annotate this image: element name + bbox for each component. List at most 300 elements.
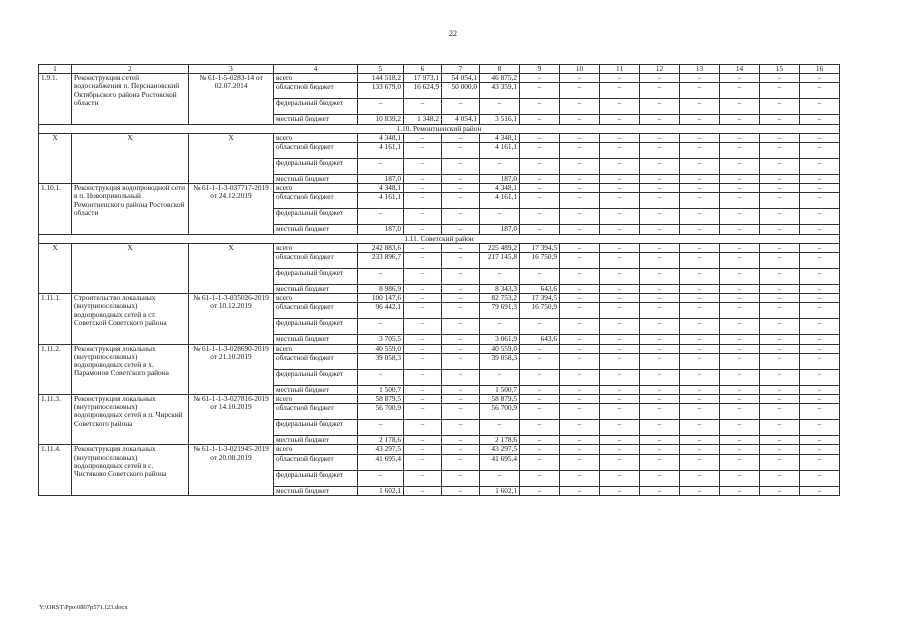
value-cell: – [520,436,560,445]
item-document: № 61-1-1-3-035026-2019 от 10.12.2019 [189,294,274,344]
value-cell: – [600,143,640,159]
value-cell: 4 348,1 [358,184,404,193]
value-cell: – [560,319,600,335]
item-code: 1.10.1. [39,184,72,234]
section-header-row [39,124,840,133]
value-cell: – [404,133,442,142]
value-cell: – [404,369,442,385]
value-cell: – [600,175,640,184]
item-name: Реконструкция локальных (внутрипоселковых) водопроводных сетей в х. Парамонов Советского района [72,344,189,394]
value-cell: – [560,344,600,353]
column-number: 8 [480,65,520,74]
value-cell: – [800,319,840,335]
value-cell: – [680,445,720,454]
value-cell: – [404,175,442,184]
value-cell: – [442,175,480,184]
column-number: 12 [640,65,680,74]
value-cell: – [600,454,640,470]
value-cell: – [760,209,800,225]
value-cell: – [442,133,480,142]
value-cell: – [800,143,840,159]
value-cell: – [760,225,800,234]
value-cell: – [600,115,640,124]
column-number: 13 [680,65,720,74]
value-cell: – [720,225,760,234]
value-cell: – [520,159,560,175]
value-cell: – [560,243,600,252]
value-cell: – [760,353,800,369]
value-cell: – [800,74,840,83]
value-cell: – [640,193,680,209]
value-cell: – [560,445,600,454]
value-cell: – [640,74,680,83]
value-cell: – [800,353,840,369]
value-cell: – [520,99,560,115]
value-cell: – [560,385,600,394]
value-cell: – [640,454,680,470]
value-cell: – [680,470,720,486]
value-cell: – [800,303,840,319]
value-cell: – [800,344,840,353]
value-cell: – [720,335,760,344]
value-cell: – [560,253,600,269]
value-cell: – [680,243,720,252]
value-cell: 2 178,6 [358,436,404,445]
value-cell: – [720,470,760,486]
value-cell: – [720,253,760,269]
value-cell: – [800,159,840,175]
value-cell: 8 986,9 [358,285,404,294]
value-cell: – [760,385,800,394]
value-cell: – [720,159,760,175]
value-cell: – [680,184,720,193]
value-cell: 133 679,0 [358,83,404,99]
value-cell: – [720,369,760,385]
value-cell: – [442,225,480,234]
value-cell: – [560,285,600,294]
item-code: Х [39,133,72,183]
value-cell: – [680,319,720,335]
value-cell: – [480,420,520,436]
value-cell: – [680,209,720,225]
value-cell: 217 145,8 [480,253,520,269]
funding-source-label: областной бюджет [274,143,358,159]
value-cell: – [442,243,480,252]
value-cell: – [560,143,600,159]
value-cell: – [680,99,720,115]
funding-source-label: федеральный бюджет [274,99,358,115]
funding-source-label: федеральный бюджет [274,319,358,335]
value-cell: – [800,395,840,404]
value-cell: 225 489,2 [480,243,520,252]
value-cell: – [800,420,840,436]
item-code: 1.11.4. [39,445,72,495]
column-number: 15 [760,65,800,74]
item-name: Строительство локальных (внутрипоселковых) водопроводных сетей в ст. Советской Советского района [72,294,189,344]
value-cell: – [560,209,600,225]
value-cell: – [600,486,640,495]
value-cell: – [520,385,560,394]
value-cell: 3 061,9 [480,335,520,344]
value-cell: – [358,159,404,175]
value-cell: – [520,209,560,225]
value-cell: – [600,243,640,252]
item-document: № 61-1-5-0283-14 от 02.07.2014 [189,74,274,124]
table-body [39,65,840,496]
value-cell: – [560,470,600,486]
funding-source-label: всего [274,74,358,83]
value-cell: – [442,486,480,495]
column-number: 7 [442,65,480,74]
value-cell: 187,0 [358,175,404,184]
value-cell: – [720,184,760,193]
value-cell: 16 750,9 [520,303,560,319]
funding-source-label: областной бюджет [274,193,358,209]
value-cell: 187,0 [480,175,520,184]
value-cell: 41 695,4 [358,454,404,470]
value-cell: – [560,83,600,99]
funding-source-label: местный бюджет [274,436,358,445]
table-row [39,243,840,252]
value-cell: – [404,335,442,344]
value-cell: – [760,269,800,285]
value-cell: – [600,159,640,175]
value-cell: – [600,303,640,319]
value-cell: 16 750,9 [520,253,560,269]
value-cell: – [560,225,600,234]
value-cell: – [358,209,404,225]
item-name: Реконструкция локальных (внутрипоселковых) водопроводных сетей в с. Чистяково Советского района [72,445,189,495]
value-cell: 144 518,2 [358,74,404,83]
value-cell: – [560,159,600,175]
value-cell: – [640,209,680,225]
value-cell: 82 753,2 [480,294,520,303]
funding-source-label: всего [274,133,358,142]
value-cell: 4 161,1 [480,143,520,159]
value-cell: – [560,395,600,404]
item-document: № 61-1-1-3-028690-2019 от 21.10.2019 [189,344,274,394]
value-cell: – [442,319,480,335]
value-cell: – [600,83,640,99]
value-cell: – [404,445,442,454]
value-cell: – [404,486,442,495]
value-cell: 56 700,9 [480,404,520,420]
value-cell: 4 348,1 [358,133,404,142]
value-cell: – [720,303,760,319]
value-cell: – [760,470,800,486]
value-cell: – [520,133,560,142]
value-cell: – [404,470,442,486]
value-cell: – [640,486,680,495]
value-cell: – [358,470,404,486]
value-cell: – [480,369,520,385]
value-cell: – [404,404,442,420]
value-cell: 4 161,1 [480,193,520,209]
value-cell: – [720,133,760,142]
value-cell: – [760,143,800,159]
value-cell: – [404,143,442,159]
value-cell: – [640,353,680,369]
value-cell: – [560,369,600,385]
value-cell: – [680,225,720,234]
value-cell: – [800,486,840,495]
value-cell: – [358,99,404,115]
value-cell: – [680,175,720,184]
value-cell: – [800,175,840,184]
value-cell: – [442,344,480,353]
value-cell: – [442,420,480,436]
value-cell: – [404,319,442,335]
value-cell: – [720,353,760,369]
value-cell: – [800,385,840,394]
funding-source-label: областной бюджет [274,303,358,319]
funding-source-label: местный бюджет [274,225,358,234]
value-cell: – [720,454,760,470]
value-cell: – [760,404,800,420]
value-cell: – [680,133,720,142]
item-code: 1.11.3. [39,395,72,445]
value-cell: – [600,285,640,294]
value-cell: – [560,486,600,495]
item-document: № 61-1-1-3-021945-2019 от 20.08.2019 [189,445,274,495]
value-cell: – [720,404,760,420]
value-cell: 4 161,1 [358,143,404,159]
value-cell: – [800,133,840,142]
value-cell: – [442,209,480,225]
value-cell: – [442,436,480,445]
value-cell: – [800,470,840,486]
item-code: Х [39,243,72,293]
value-cell: – [680,253,720,269]
value-cell: – [600,335,640,344]
item-name: Реконструкция локальных (внутрипоселковых) водопроводных сетей в п. Чирский Советского района [72,395,189,445]
value-cell: – [800,209,840,225]
value-cell: – [442,294,480,303]
funding-source-label: местный бюджет [274,486,358,495]
value-cell: – [760,115,800,124]
funding-source-label: федеральный бюджет [274,470,358,486]
funding-source-label: областной бюджет [274,454,358,470]
funding-source-label: местный бюджет [274,285,358,294]
value-cell: 96 442,1 [358,303,404,319]
value-cell: – [800,193,840,209]
value-cell: – [640,404,680,420]
value-cell: – [720,209,760,225]
value-cell: – [720,319,760,335]
value-cell: – [800,369,840,385]
value-cell: 4 348,1 [480,133,520,142]
item-code: 1.9.1. [39,74,72,124]
value-cell: – [560,133,600,142]
value-cell: – [600,294,640,303]
value-cell: – [800,335,840,344]
item-document: № 61-1-1-3-037717-2019 от 24.12.2019 [189,184,274,234]
value-cell: – [404,344,442,353]
value-cell: – [760,253,800,269]
value-cell: – [358,420,404,436]
value-cell: – [520,486,560,495]
value-cell: 1 602,1 [358,486,404,495]
funding-source-label: всего [274,243,358,252]
value-cell: 4 161,1 [358,193,404,209]
table-row [39,184,840,193]
value-cell: – [760,243,800,252]
value-cell: – [800,243,840,252]
value-cell: – [760,285,800,294]
value-cell: – [720,294,760,303]
item-document: Х [189,243,274,293]
value-cell: – [404,294,442,303]
value-cell: – [480,209,520,225]
value-cell: 8 343,3 [480,285,520,294]
value-cell: – [480,159,520,175]
value-cell: – [600,269,640,285]
value-cell: – [520,115,560,124]
item-name: Х [72,243,189,293]
value-cell: 43 297,5 [358,445,404,454]
value-cell: – [600,319,640,335]
value-cell: 39 058,3 [358,353,404,369]
value-cell: – [760,294,800,303]
value-cell: – [680,143,720,159]
funding-source-label: всего [274,294,358,303]
value-cell: – [760,420,800,436]
funding-source-label: всего [274,445,358,454]
value-cell: – [600,99,640,115]
value-cell: 41 695,4 [480,454,520,470]
value-cell: – [760,335,800,344]
value-cell: – [520,344,560,353]
value-cell: – [720,74,760,83]
value-cell: – [442,335,480,344]
table-row [39,344,840,353]
value-cell: – [442,184,480,193]
value-cell: – [720,115,760,124]
item-code: 1.11.1. [39,294,72,344]
funding-source-label: местный бюджет [274,335,358,344]
value-cell: – [520,225,560,234]
value-cell: – [760,445,800,454]
value-cell: – [358,319,404,335]
value-cell: – [520,404,560,420]
value-cell: – [760,159,800,175]
value-cell: – [760,303,800,319]
value-cell: – [600,74,640,83]
table-row [39,395,840,404]
value-cell: – [600,369,640,385]
footer-file-path: Y:\ORST\Ppo\0807p571.f23.docx [39,604,128,611]
value-cell: 3 705,5 [358,335,404,344]
value-cell: – [560,294,600,303]
value-cell: – [404,303,442,319]
value-cell: – [442,470,480,486]
value-cell: – [760,344,800,353]
value-cell: – [560,404,600,420]
value-cell: 4 348,1 [480,184,520,193]
value-cell: – [720,486,760,495]
value-cell: – [442,193,480,209]
column-number: 4 [274,65,358,74]
value-cell: – [800,269,840,285]
value-cell: – [680,159,720,175]
value-cell: – [442,385,480,394]
column-number: 5 [358,65,404,74]
value-cell: – [760,369,800,385]
section-header-row [39,234,840,243]
value-cell: – [800,99,840,115]
value-cell: – [720,269,760,285]
value-cell: – [404,99,442,115]
value-cell: – [640,175,680,184]
value-cell: – [404,243,442,252]
value-cell: 233 896,7 [358,253,404,269]
value-cell: – [600,193,640,209]
value-cell: – [680,420,720,436]
value-cell: – [640,369,680,385]
value-cell: – [358,269,404,285]
value-cell: – [442,143,480,159]
value-cell: – [600,209,640,225]
value-cell: – [640,445,680,454]
table-row [39,294,840,303]
value-cell: – [680,115,720,124]
value-cell: 17 973,1 [404,74,442,83]
value-cell: – [520,454,560,470]
value-cell: – [680,436,720,445]
value-cell: – [520,175,560,184]
value-cell: – [442,395,480,404]
value-cell: – [760,486,800,495]
item-name: Реконструкция водопроводной сети в п. Новопривольный Ремонтненского района Ростовской области [72,184,189,234]
funding-source-label: всего [274,184,358,193]
value-cell: – [442,253,480,269]
column-number: 9 [520,65,560,74]
value-cell: – [358,369,404,385]
table-row [39,445,840,454]
value-cell: – [680,454,720,470]
value-cell: – [720,193,760,209]
value-cell: – [442,353,480,369]
value-cell: – [560,303,600,319]
value-cell: 187,0 [358,225,404,234]
funding-source-label: федеральный бюджет [274,369,358,385]
value-cell: – [600,353,640,369]
value-cell: – [720,385,760,394]
value-cell: – [560,175,600,184]
value-cell: – [640,420,680,436]
value-cell: – [520,319,560,335]
funding-source-label: местный бюджет [274,175,358,184]
value-cell: – [720,99,760,115]
value-cell: – [800,454,840,470]
value-cell: – [640,470,680,486]
value-cell: – [640,285,680,294]
value-cell: – [560,184,600,193]
column-number: 3 [189,65,274,74]
value-cell: – [720,436,760,445]
value-cell: – [600,344,640,353]
column-number-row [39,65,840,74]
value-cell: – [680,486,720,495]
value-cell: 1 348,2 [404,115,442,124]
value-cell: – [480,470,520,486]
value-cell: – [640,133,680,142]
value-cell: – [600,470,640,486]
value-cell: – [680,369,720,385]
value-cell: – [404,395,442,404]
value-cell: 17 394,5 [520,294,560,303]
funding-source-label: областной бюджет [274,83,358,99]
